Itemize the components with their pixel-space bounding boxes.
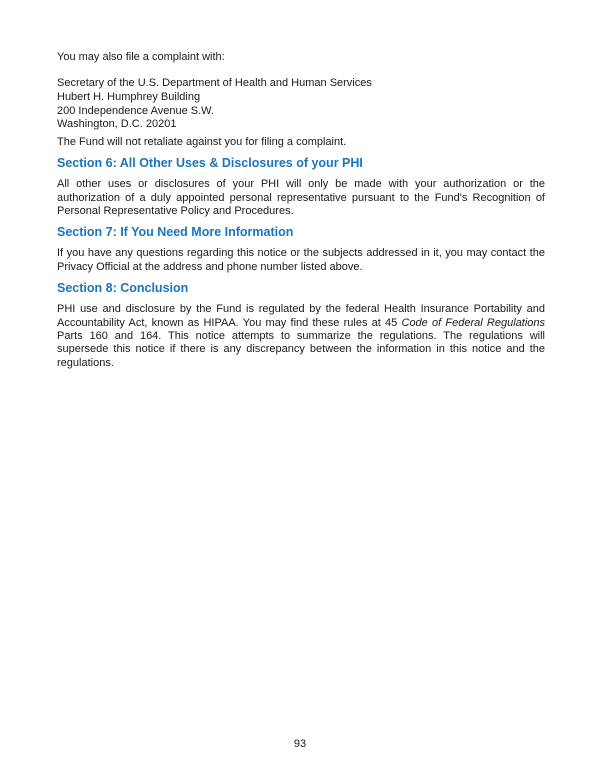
- page-content: [57, 51, 545, 370]
- retaliation-note-text: The Fund will not retaliate against you for filing a complaint.: [57, 135, 347, 148]
- page-number: 93: [293, 738, 307, 750]
- address-line-building: Hubert H. Humphrey Building: [57, 91, 201, 103]
- address-line-city: Washington, D.C. 20201: [57, 118, 177, 131]
- section-6-heading: Section 6: All Other Uses & Disclosures of your PHI: [57, 156, 363, 171]
- address-line-street: 200 Independence Avenue S.W.: [57, 104, 214, 117]
- section-7-heading: Section 7: If You Need More Information: [57, 225, 294, 240]
- address-line-secretary: Secretary of the U.S. Department of Health and Human Services: [57, 77, 372, 90]
- section-6-body: All other uses or disclosures of your PHI will only be made with your authorization or the authorization of a duly appointed personal representative pursuant to the Fund's Recognition of Personal Representative Policy and Procedures.: [57, 178, 545, 217]
- complaint-intro-text: You may also file a complaint with:: [57, 51, 225, 63]
- cfr-italic-title: Code of Federal Regulations: [401, 316, 546, 329]
- section-8-body-after-italic: Parts 160 and 164. This notice attempts to summarize the regulations. The regulations will supersede this notice if there is any discrepancy between the information in this notice and the regulations.: [57, 330, 545, 369]
- section-7-body: If you have any questions regarding this notice or the subjects addressed in it, you may contact the Privacy Official at the address and phone number listed above.: [57, 247, 545, 273]
- hhs-address-block: [57, 77, 545, 131]
- section-8-body: [57, 303, 545, 370]
- section-8-body-before-italic: PHI use and disclosure by the Fund is regulated by the federal Health Insurance Portability and Accountability Act, known as HIPAA. You may find these rules at 45: [57, 303, 545, 329]
- section-8-heading: Section 8: Conclusion: [57, 281, 189, 296]
